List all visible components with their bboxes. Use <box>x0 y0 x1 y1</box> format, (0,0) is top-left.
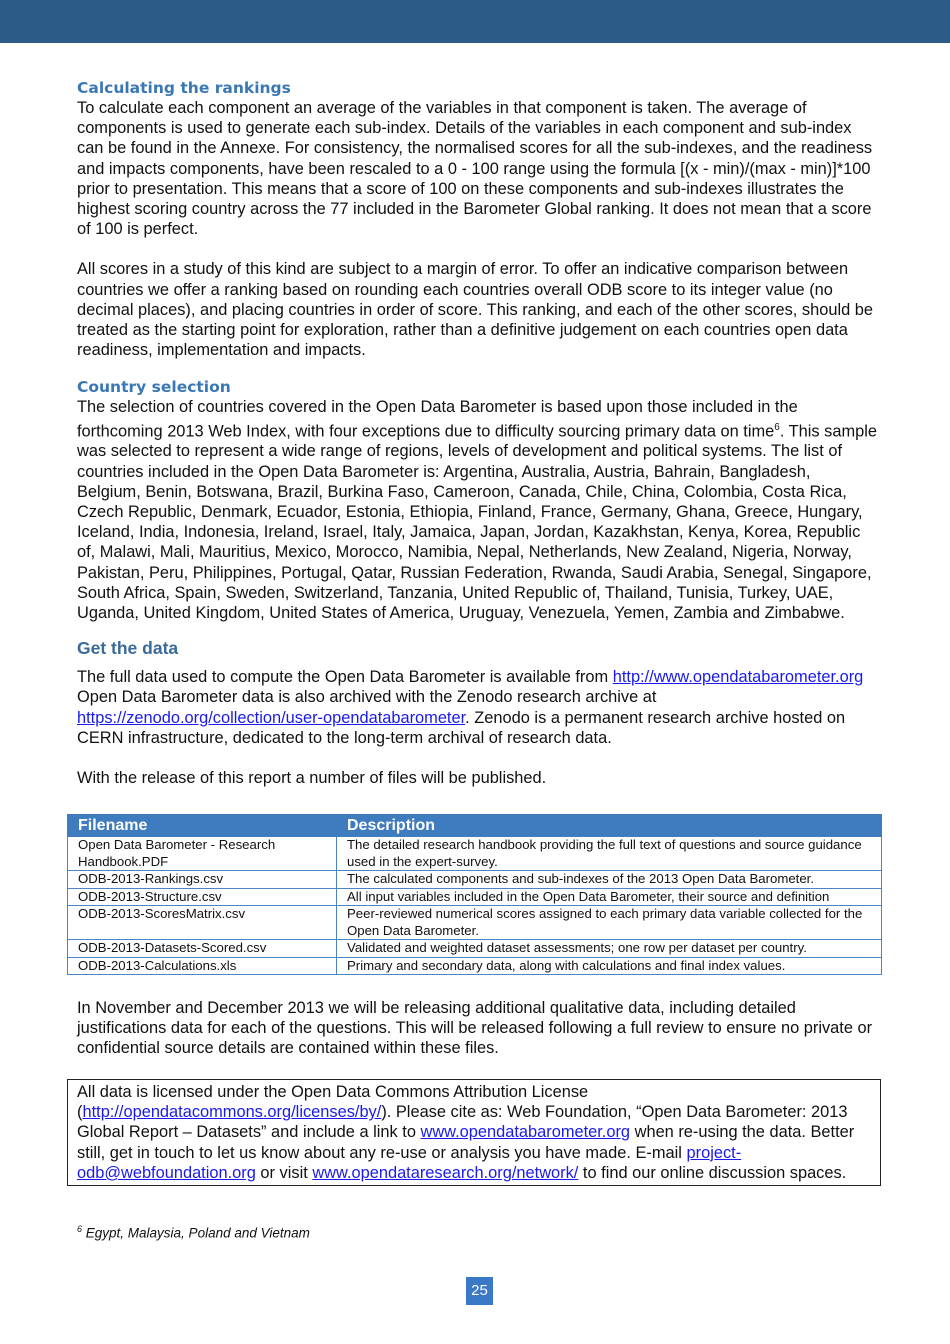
description-header: Description <box>337 815 882 837</box>
country-paragraph <box>77 397 877 623</box>
footnote <box>77 1224 310 1241</box>
rankings-paragraph-1: To calculate each component an average of the variables in that component is taken. The average of components is used to generate each sub-index. Details of the variables in each component and sub-index can be found in the Annexe. For consistency, the normalised scores for all the sub-indexes, and the readiness and impacts components, have been rescaled to a 0 - 100 range using the formula [(x - min)/(max - min)]*100 prior to presentation. This means that a score of 100 on these components and sub-indexes illustrates the highest scoring country across the 77 included in the Barometer Global ranking. It does not mean that a score of 100 is perfect. <box>77 99 873 239</box>
footnote-number: 6 <box>77 1224 83 1234</box>
odb-site-link[interactable]: www.opendatabarometer.org <box>420 1123 631 1142</box>
license-link[interactable]: http://opendatacommons.org/licenses/by/ <box>82 1103 382 1122</box>
rankings-paragraph-2: All scores in a study of this kind are subject to a margin of error. To offer an indicative comparison between countries we offer a ranking based on rounding each countries overall ODB score to its integer value (no decimal places), and placing countries in order of score. This ranking, and each of the other scores, should be treated as the starting point for exploration, rather than a definitive judgement on each countries open data readiness, implementation and impacts. <box>77 260 874 360</box>
filename-cell: ODB-2013-Datasets-Scored.csv <box>68 940 337 958</box>
get-data-text-c: . Zenodo is a permanent research archive hosted on CERN infrastructure, dedicated to the long-term archival of research data. <box>77 708 846 747</box>
license-text-b: ). Please cite as: Web Foundation, “Open Data Barometer: 2013 Global Report – Datasets” and include a link to <box>77 1103 848 1142</box>
get-data-text-a: The full data used to compute the Open Data Barometer is available from <box>77 668 613 687</box>
filename-cell: ODB-2013-Rankings.csv <box>68 871 337 889</box>
table-header-row <box>68 815 882 837</box>
filename-cell: ODB-2013-ScoresMatrix.csv <box>68 906 337 940</box>
license-text-e: to find our online discussion spaces. <box>578 1163 847 1182</box>
main-content <box>77 78 877 788</box>
description-cell: The detailed research handbook providing the full text of questions and source guidance used in the expert-survey. <box>337 837 882 871</box>
country-heading: Country selection <box>77 378 231 397</box>
rankings-heading: Calculating the rankings <box>77 79 291 97</box>
table-row <box>68 837 882 871</box>
description-cell: Primary and secondary data, along with calculations and final index values. <box>337 957 882 975</box>
table-row <box>68 871 882 889</box>
page-number: 25 <box>466 1277 493 1305</box>
license-text-c: when re-using the data. Better still, get in touch to let us know about any re-use or analysis you have made. E-mail <box>77 1123 855 1162</box>
get-data-heading: Get the data <box>77 638 179 659</box>
description-cell: Peer-reviewed numerical scores assigned to each primary data variable collected for the Open Data Barometer. <box>337 906 882 940</box>
footnote-text: Egypt, Malaysia, Poland and Vietnam <box>82 1225 310 1241</box>
filename-header: Filename <box>68 815 337 837</box>
country-text-b: . This sample was selected to represent a wide range of regions, levels of development and political systems. The list of countries included in the Open Data Barometer is: Argentina, Australia, Austria, Bahrain, Bangladesh, Belgium, Benin, Botswana, Brazil, Burkina Faso, Cameroon, Canada, Chile, China, Colombia, Costa Rica, Czech Republic, Denmark, Ecuador, Estonia, Ethiopia, Finland, France, Germany, Ghana, Greece, Hungary, Iceland, India, Indonesia, Ireland, Israel, Italy, Jamaica, Japan, Jordan, Kazakhstan, Kenya, Korea, Republic of, Malawi, Mali, Mauritius, Mexico, Morocco, Namibia, Nepal, Netherlands, New Zealand, Nigeria, Norway, Pakistan, Peru, Philippines, Portugal, Qatar, Russian Federation, Rwanda, Saudi Arabia, Senegal, Singapore, South Africa, Spain, Sweden, Switzerland, Tanzania, United Republic of, Thailand, Tunisia, Turkey, UAE, Uganda, United Kingdom, United States of America, Uruguay, Venezuela, Yemen, Zambia and Zimbabwe. <box>77 422 878 622</box>
filename-cell: Open Data Barometer - Research Handbook.PDF <box>68 837 337 871</box>
get-data-text-b: Open Data Barometer data is also archived with the Zenodo research archive at <box>77 688 657 707</box>
release-note: With the release of this report a number of files will be published. <box>77 768 547 787</box>
license-text-a: All data is licensed under the Open Data Commons Attribution License ( <box>77 1083 589 1122</box>
network-link[interactable]: www.opendataresearch.org/network/ <box>312 1163 579 1182</box>
filename-cell: ODB-2013-Calculations.xls <box>68 957 337 975</box>
zenodo-link[interactable]: https://zenodo.org/collection/user-opendatabarometer <box>77 708 466 727</box>
country-text-a: The selection of countries covered in the Open Data Barometer is based upon those included in the forthcoming 2013 Web Index, with four exceptions due to difficulty sourcing primary data on time <box>77 398 798 441</box>
license-text-d: or visit <box>255 1163 313 1182</box>
description-cell: The calculated components and sub-indexes of the 2013 Open Data Barometer. <box>337 871 882 889</box>
table-row <box>68 940 882 958</box>
email-link[interactable]: project-odb@webfoundation.org <box>77 1143 742 1182</box>
spacer <box>77 748 877 768</box>
license-box <box>67 1079 881 1186</box>
spacer <box>77 239 877 259</box>
footnote-ref[interactable]: 6 <box>774 421 780 433</box>
table-row <box>68 906 882 940</box>
description-cell: All input variables included in the Open Data Barometer, their source and definition <box>337 888 882 906</box>
get-data-paragraph <box>77 667 877 748</box>
header-bar <box>0 0 950 43</box>
license-paragraph <box>77 1082 880 1183</box>
description-cell: Validated and weighted dataset assessments; one row per dataset per country. <box>337 940 882 958</box>
after-table-paragraph: In November and December 2013 we will be releasing additional qualitative data, including detailed justifications data for each of the questions. This will be released following a full review to ensure no private or confidential source details are contained within these files. <box>77 999 873 1058</box>
table-row <box>68 957 882 975</box>
filename-cell: ODB-2013-Structure.csv <box>68 888 337 906</box>
odb-link[interactable]: http://www.opendatabarometer.org <box>612 668 864 687</box>
table-row <box>68 888 882 906</box>
files-table <box>67 814 882 975</box>
